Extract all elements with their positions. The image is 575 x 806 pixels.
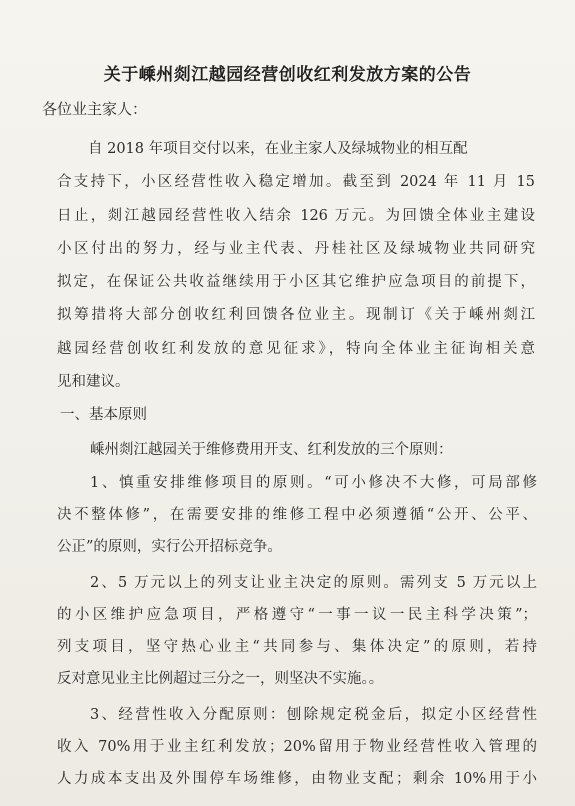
intro-line-5: 拟定，在保证公共收益继续用于小区其它维护应急项目的前提下，: [57, 274, 535, 290]
principle-2-line-2: 的小区维护应急项目，严格遵守“一事一议一民主科学决策”；: [57, 607, 537, 623]
principle-2-line-4: 反对意见业主比例超过三分之一，则坚决不实施。。: [57, 671, 384, 687]
principle-3-line-3: 人力成本支出及外围停车场维修，由物业支配；剩余 10%用于小: [57, 771, 537, 787]
intro-line-2: 合支持下，小区经营性收入稳定增加。截至到 2024 年 11 月 15: [57, 174, 535, 190]
intro-line-1: 自 2018 年项目交付以来，在业主家人及绿城物业的相互配: [88, 141, 468, 157]
document-title: 关于嵊州剡江越园经营创收红利发放方案的公告: [103, 65, 472, 85]
salutation: 各位业主家人：: [42, 100, 148, 118]
intro-line-4: 小区付出的努力，经与业主代表、丹桂社区及绿城物业共同研究: [57, 241, 535, 257]
intro-line-8: 见和建议。: [57, 374, 130, 390]
principle-1-line-2: 决不整体修”，在需要安排的维修工程中必须遵循“公开、公平、: [57, 507, 537, 523]
section-heading-principles: 一、基本原则: [60, 407, 147, 423]
principle-2-line-3: 列支项目，坚守热心业主“共同参与、集体决定”的原则，若持: [57, 639, 537, 655]
principle-2-line-1: 2、5 万元以上的列支让业主决定的原则。需列支 5 万元以上: [90, 575, 537, 591]
principle-3-line-2: 收入 70%用于业主红利发放；20%留用于物业经营性收入管理的: [57, 739, 537, 755]
principles-intro: 嵊州剡江越园关于维修费用开支、红利发放的三个原则：: [90, 442, 453, 458]
intro-line-3: 日止，剡江越园经营性收入结余 126 万元。为回馈全体业主建设: [57, 208, 535, 224]
principle-1-line-3: 公正”的原则，实行公开招标竞争。: [57, 539, 282, 555]
principle-1-line-1: 1、慎重安排维修项目的原则。“可小修决不大修，可局部修: [90, 475, 537, 491]
intro-line-6: 拟筹措将大部分创收红利回馈各位业主。现制订《关于嵊州剡江: [57, 307, 535, 323]
intro-line-7: 越园经营创收红利发放的意见征求》，特向全体业主征询相关意: [57, 341, 535, 357]
principle-3-line-1: 3、经营性收入分配原则：刨除规定税金后，拟定小区经营性: [90, 707, 537, 723]
